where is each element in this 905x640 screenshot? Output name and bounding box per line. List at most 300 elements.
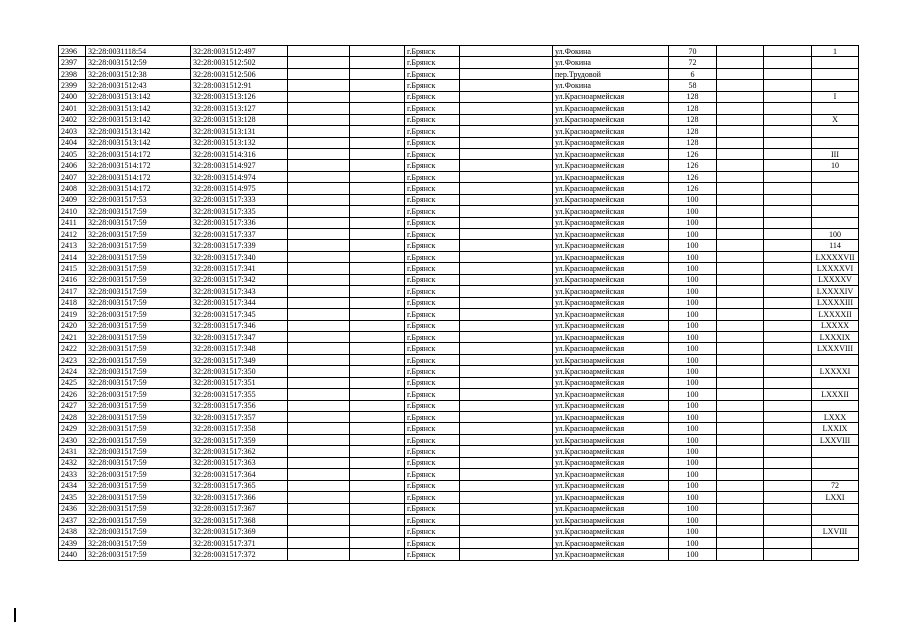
block-number-cell: 32:28:0031514:172 <box>86 183 191 194</box>
block-number-cell: 32:28:0031517:59 <box>86 503 191 514</box>
apartment-cell: LXXXXII <box>812 309 859 320</box>
row-number-cell: 2398 <box>59 68 86 79</box>
block-number-cell: 32:28:0031514:172 <box>86 160 191 171</box>
empty-cell <box>288 492 350 503</box>
apartment-cell: LXXVIII <box>812 434 859 445</box>
empty-cell <box>350 343 405 354</box>
empty-cell <box>288 240 350 251</box>
empty-cell <box>764 412 812 423</box>
empty-cell <box>717 537 764 548</box>
row-number-cell: 2437 <box>59 514 86 525</box>
street-cell: ул.Красноармейская <box>553 503 669 514</box>
row-number-cell: 2419 <box>59 309 86 320</box>
house-number-cell: 100 <box>669 412 717 423</box>
house-number-cell: 100 <box>669 434 717 445</box>
row-number-cell: 2414 <box>59 251 86 262</box>
street-cell: ул.Красноармейская <box>553 434 669 445</box>
row-number-cell: 2422 <box>59 343 86 354</box>
street-cell: ул.Красноармейская <box>553 114 669 125</box>
city-cell: г.Брянск <box>405 446 460 457</box>
empty-cell <box>350 309 405 320</box>
apartment-cell <box>812 469 859 480</box>
empty-cell <box>288 171 350 182</box>
apartment-cell <box>812 514 859 525</box>
table-row <box>59 297 859 308</box>
house-number-cell: 100 <box>669 503 717 514</box>
empty-cell <box>288 68 350 79</box>
row-number-cell: 2400 <box>59 91 86 102</box>
apartment-cell: LXXXXIII <box>812 297 859 308</box>
empty-cell <box>717 377 764 388</box>
block-number-cell: 32:28:0031517:59 <box>86 309 191 320</box>
empty-cell <box>764 148 812 159</box>
empty-cell <box>460 68 553 79</box>
empty-cell <box>460 206 553 217</box>
block-number-cell: 32:28:0031513:142 <box>86 114 191 125</box>
empty-cell <box>350 194 405 205</box>
empty-cell <box>288 286 350 297</box>
table-row <box>59 446 859 457</box>
row-number-cell: 2410 <box>59 206 86 217</box>
house-number-cell: 100 <box>669 377 717 388</box>
empty-cell <box>764 331 812 342</box>
empty-cell <box>460 217 553 228</box>
block-number-cell: 32:28:0031517:59 <box>86 514 191 525</box>
empty-cell <box>350 503 405 514</box>
block-number-cell: 32:28:0031517:59 <box>86 331 191 342</box>
empty-cell <box>288 377 350 388</box>
house-number-cell: 100 <box>669 331 717 342</box>
city-cell: г.Брянск <box>405 366 460 377</box>
empty-cell <box>717 57 764 68</box>
street-cell: ул.Красноармейская <box>553 480 669 491</box>
row-number-cell: 2421 <box>59 331 86 342</box>
empty-cell <box>764 492 812 503</box>
row-number-cell: 2424 <box>59 366 86 377</box>
empty-cell <box>288 274 350 285</box>
house-number-cell: 100 <box>669 263 717 274</box>
table-row <box>59 46 859 57</box>
street-cell: ул.Красноармейская <box>553 183 669 194</box>
row-number-cell: 2433 <box>59 469 86 480</box>
street-cell: ул.Красноармейская <box>553 309 669 320</box>
apartment-cell: LXXI <box>812 492 859 503</box>
apartment-cell: 1 <box>812 46 859 57</box>
empty-cell <box>350 457 405 468</box>
city-cell: г.Брянск <box>405 80 460 91</box>
empty-cell <box>764 297 812 308</box>
empty-cell <box>288 320 350 331</box>
cadastral-number-cell: 32:28:0031517:340 <box>191 251 288 262</box>
street-cell: ул.Красноармейская <box>553 206 669 217</box>
city-cell: г.Брянск <box>405 331 460 342</box>
cadastral-number-cell: 32:28:0031517:333 <box>191 194 288 205</box>
empty-cell <box>460 148 553 159</box>
row-number-cell: 2420 <box>59 320 86 331</box>
house-number-cell: 100 <box>669 514 717 525</box>
empty-cell <box>764 68 812 79</box>
empty-cell <box>460 480 553 491</box>
empty-cell <box>717 389 764 400</box>
empty-cell <box>288 148 350 159</box>
block-number-cell: 32:28:0031512:59 <box>86 57 191 68</box>
empty-cell <box>460 240 553 251</box>
row-number-cell: 2404 <box>59 137 86 148</box>
empty-cell <box>350 126 405 137</box>
empty-cell <box>764 57 812 68</box>
table-row <box>59 114 859 125</box>
apartment-cell: I <box>812 91 859 102</box>
city-cell: г.Брянск <box>405 537 460 548</box>
house-number-cell: 128 <box>669 103 717 114</box>
empty-cell <box>460 251 553 262</box>
empty-cell <box>288 412 350 423</box>
cadastral-number-cell: 32:28:0031517:372 <box>191 549 288 560</box>
table-row <box>59 331 859 342</box>
city-cell: г.Брянск <box>405 297 460 308</box>
empty-cell <box>764 343 812 354</box>
empty-cell <box>460 183 553 194</box>
table-row <box>59 251 859 262</box>
empty-cell <box>350 526 405 537</box>
empty-cell <box>717 503 764 514</box>
empty-cell <box>764 469 812 480</box>
row-number-cell: 2411 <box>59 217 86 228</box>
city-cell: г.Брянск <box>405 469 460 480</box>
empty-cell <box>350 331 405 342</box>
page-edge-mark <box>14 608 16 622</box>
city-cell: г.Брянск <box>405 137 460 148</box>
table-row <box>59 434 859 445</box>
house-number-cell: 100 <box>669 549 717 560</box>
empty-cell <box>764 206 812 217</box>
city-cell: г.Брянск <box>405 503 460 514</box>
empty-cell <box>350 80 405 91</box>
apartment-cell <box>812 80 859 91</box>
empty-cell <box>460 46 553 57</box>
empty-cell <box>460 366 553 377</box>
table-row <box>59 183 859 194</box>
cadastral-number-cell: 32:28:0031517:344 <box>191 297 288 308</box>
apartment-cell <box>812 377 859 388</box>
empty-cell <box>717 480 764 491</box>
empty-cell <box>717 400 764 411</box>
empty-cell <box>288 137 350 148</box>
table-row <box>59 480 859 491</box>
block-number-cell: 32:28:0031517:59 <box>86 492 191 503</box>
city-cell: г.Брянск <box>405 434 460 445</box>
city-cell: г.Брянск <box>405 389 460 400</box>
empty-cell <box>764 526 812 537</box>
empty-cell <box>717 68 764 79</box>
table-row <box>59 194 859 205</box>
house-number-cell: 100 <box>669 320 717 331</box>
empty-cell <box>460 412 553 423</box>
empty-cell <box>764 400 812 411</box>
street-cell: ул.Красноармейская <box>553 457 669 468</box>
table-row <box>59 400 859 411</box>
block-number-cell: 32:28:0031517:59 <box>86 263 191 274</box>
cadastral-number-cell: 32:28:0031517:341 <box>191 263 288 274</box>
empty-cell <box>717 148 764 159</box>
city-cell: г.Брянск <box>405 549 460 560</box>
row-number-cell: 2399 <box>59 80 86 91</box>
house-number-cell: 100 <box>669 469 717 480</box>
row-number-cell: 2429 <box>59 423 86 434</box>
cadastral-number-cell: 32:28:0031517:346 <box>191 320 288 331</box>
empty-cell <box>460 343 553 354</box>
empty-cell <box>350 446 405 457</box>
apartment-cell: LXXXII <box>812 389 859 400</box>
empty-cell <box>460 446 553 457</box>
empty-cell <box>764 503 812 514</box>
table-row <box>59 274 859 285</box>
row-number-cell: 2423 <box>59 354 86 365</box>
empty-cell <box>764 309 812 320</box>
empty-cell <box>288 480 350 491</box>
empty-cell <box>288 503 350 514</box>
street-cell: ул.Красноармейская <box>553 91 669 102</box>
empty-cell <box>460 503 553 514</box>
city-cell: г.Брянск <box>405 309 460 320</box>
city-cell: г.Брянск <box>405 457 460 468</box>
cadastral-number-cell: 32:28:0031517:342 <box>191 274 288 285</box>
empty-cell <box>764 263 812 274</box>
apartment-cell <box>812 354 859 365</box>
block-number-cell: 32:28:0031517:59 <box>86 366 191 377</box>
table-row <box>59 526 859 537</box>
empty-cell <box>717 46 764 57</box>
street-cell: ул.Фокина <box>553 80 669 91</box>
house-number-cell: 100 <box>669 480 717 491</box>
empty-cell <box>288 206 350 217</box>
table-row <box>59 309 859 320</box>
street-cell: ул.Красноармейская <box>553 492 669 503</box>
empty-cell <box>717 549 764 560</box>
block-number-cell: 32:28:0031517:59 <box>86 240 191 251</box>
house-number-cell: 100 <box>669 354 717 365</box>
city-cell: г.Брянск <box>405 274 460 285</box>
row-number-cell: 2406 <box>59 160 86 171</box>
house-number-cell: 126 <box>669 148 717 159</box>
empty-cell <box>764 457 812 468</box>
street-cell: ул.Красноармейская <box>553 103 669 114</box>
street-cell: пер.Трудовой <box>553 68 669 79</box>
block-number-cell: 32:28:0031517:59 <box>86 286 191 297</box>
city-cell: г.Брянск <box>405 251 460 262</box>
row-number-cell: 2430 <box>59 434 86 445</box>
cadastral-number-cell: 32:28:0031512:506 <box>191 68 288 79</box>
row-number-cell: 2397 <box>59 57 86 68</box>
house-number-cell: 100 <box>669 229 717 240</box>
empty-cell <box>764 320 812 331</box>
empty-cell <box>288 126 350 137</box>
empty-cell <box>764 377 812 388</box>
street-cell: ул.Красноармейская <box>553 343 669 354</box>
empty-cell <box>350 251 405 262</box>
cadastral-number-cell: 32:28:0031512:502 <box>191 57 288 68</box>
empty-cell <box>717 309 764 320</box>
block-number-cell: 32:28:0031517:59 <box>86 537 191 548</box>
street-cell: ул.Красноармейская <box>553 423 669 434</box>
empty-cell <box>288 400 350 411</box>
empty-cell <box>764 80 812 91</box>
empty-cell <box>717 492 764 503</box>
empty-cell <box>350 366 405 377</box>
house-number-cell: 100 <box>669 423 717 434</box>
block-number-cell: 32:28:0031517:59 <box>86 206 191 217</box>
street-cell: ул.Красноармейская <box>553 137 669 148</box>
empty-cell <box>460 263 553 274</box>
empty-cell <box>288 103 350 114</box>
apartment-cell: LXXXIX <box>812 331 859 342</box>
cadastral-number-cell: 32:28:0031513:131 <box>191 126 288 137</box>
block-number-cell: 32:28:0031517:59 <box>86 251 191 262</box>
street-cell: ул.Красноармейская <box>553 217 669 228</box>
empty-cell <box>288 183 350 194</box>
apartment-cell <box>812 537 859 548</box>
empty-cell <box>717 274 764 285</box>
table-row <box>59 457 859 468</box>
empty-cell <box>350 114 405 125</box>
street-cell: ул.Красноармейская <box>553 240 669 251</box>
house-number-cell: 100 <box>669 526 717 537</box>
table-row <box>59 160 859 171</box>
row-number-cell: 2436 <box>59 503 86 514</box>
house-number-cell: 100 <box>669 297 717 308</box>
row-number-cell: 2425 <box>59 377 86 388</box>
street-cell: ул.Красноармейская <box>553 320 669 331</box>
house-number-cell: 72 <box>669 57 717 68</box>
block-number-cell: 32:28:0031517:59 <box>86 320 191 331</box>
city-cell: г.Брянск <box>405 114 460 125</box>
block-number-cell: 32:28:0031517:59 <box>86 229 191 240</box>
city-cell: г.Брянск <box>405 286 460 297</box>
empty-cell <box>764 514 812 525</box>
empty-cell <box>350 183 405 194</box>
empty-cell <box>288 537 350 548</box>
document-page <box>58 45 858 561</box>
empty-cell <box>717 469 764 480</box>
cadastral-number-cell: 32:28:0031517:345 <box>191 309 288 320</box>
apartment-cell: LXXXXVII <box>812 251 859 262</box>
table-row <box>59 366 859 377</box>
street-cell: ул.Красноармейская <box>553 400 669 411</box>
street-cell: ул.Красноармейская <box>553 229 669 240</box>
empty-cell <box>350 263 405 274</box>
apartment-cell: 72 <box>812 480 859 491</box>
empty-cell <box>460 469 553 480</box>
apartment-cell <box>812 68 859 79</box>
empty-cell <box>717 263 764 274</box>
cadastral-number-cell: 32:28:0031517:363 <box>191 457 288 468</box>
table-row <box>59 240 859 251</box>
table-row <box>59 469 859 480</box>
apartment-cell: LXXIX <box>812 423 859 434</box>
empty-cell <box>717 366 764 377</box>
empty-cell <box>717 80 764 91</box>
cadastral-number-cell: 32:28:0031517:343 <box>191 286 288 297</box>
empty-cell <box>717 171 764 182</box>
city-cell: г.Брянск <box>405 240 460 251</box>
house-number-cell: 6 <box>669 68 717 79</box>
empty-cell <box>460 297 553 308</box>
empty-cell <box>350 91 405 102</box>
empty-cell <box>764 286 812 297</box>
empty-cell <box>288 366 350 377</box>
empty-cell <box>460 549 553 560</box>
empty-cell <box>460 91 553 102</box>
apartment-cell <box>812 183 859 194</box>
table-row <box>59 148 859 159</box>
empty-cell <box>460 171 553 182</box>
empty-cell <box>764 229 812 240</box>
street-cell: ул.Красноармейская <box>553 354 669 365</box>
cadastral-number-cell: 32:28:0031514:975 <box>191 183 288 194</box>
table-row <box>59 103 859 114</box>
empty-cell <box>288 343 350 354</box>
empty-cell <box>764 171 812 182</box>
empty-cell <box>717 331 764 342</box>
empty-cell <box>764 366 812 377</box>
table-row <box>59 263 859 274</box>
row-number-cell: 2417 <box>59 286 86 297</box>
street-cell: ул.Красноармейская <box>553 274 669 285</box>
row-number-cell: 2431 <box>59 446 86 457</box>
table-row <box>59 80 859 91</box>
row-number-cell: 2401 <box>59 103 86 114</box>
empty-cell <box>460 320 553 331</box>
empty-cell <box>350 160 405 171</box>
city-cell: г.Брянск <box>405 343 460 354</box>
city-cell: г.Брянск <box>405 206 460 217</box>
empty-cell <box>764 183 812 194</box>
block-number-cell: 32:28:0031517:53 <box>86 194 191 205</box>
apartment-cell <box>812 57 859 68</box>
block-number-cell: 32:28:0031512:38 <box>86 68 191 79</box>
empty-cell <box>288 423 350 434</box>
house-number-cell: 100 <box>669 400 717 411</box>
block-number-cell: 32:28:0031514:172 <box>86 171 191 182</box>
table-row <box>59 217 859 228</box>
row-number-cell: 2403 <box>59 126 86 137</box>
empty-cell <box>717 251 764 262</box>
city-cell: г.Брянск <box>405 377 460 388</box>
house-number-cell: 100 <box>669 240 717 251</box>
city-cell: г.Брянск <box>405 160 460 171</box>
cadastral-number-cell: 32:28:0031517:367 <box>191 503 288 514</box>
empty-cell <box>350 400 405 411</box>
city-cell: г.Брянск <box>405 526 460 537</box>
city-cell: г.Брянск <box>405 194 460 205</box>
cadastral-number-cell: 32:28:0031517:359 <box>191 434 288 445</box>
apartment-cell: 100 <box>812 229 859 240</box>
empty-cell <box>350 240 405 251</box>
apartment-cell: III <box>812 148 859 159</box>
empty-cell <box>764 354 812 365</box>
block-number-cell: 32:28:0031517:59 <box>86 469 191 480</box>
house-number-cell: 100 <box>669 537 717 548</box>
apartment-cell <box>812 400 859 411</box>
empty-cell <box>717 286 764 297</box>
empty-cell <box>350 377 405 388</box>
empty-cell <box>460 354 553 365</box>
city-cell: г.Брянск <box>405 354 460 365</box>
empty-cell <box>717 183 764 194</box>
table-row <box>59 206 859 217</box>
house-number-cell: 128 <box>669 114 717 125</box>
block-number-cell: 32:28:0031517:59 <box>86 274 191 285</box>
